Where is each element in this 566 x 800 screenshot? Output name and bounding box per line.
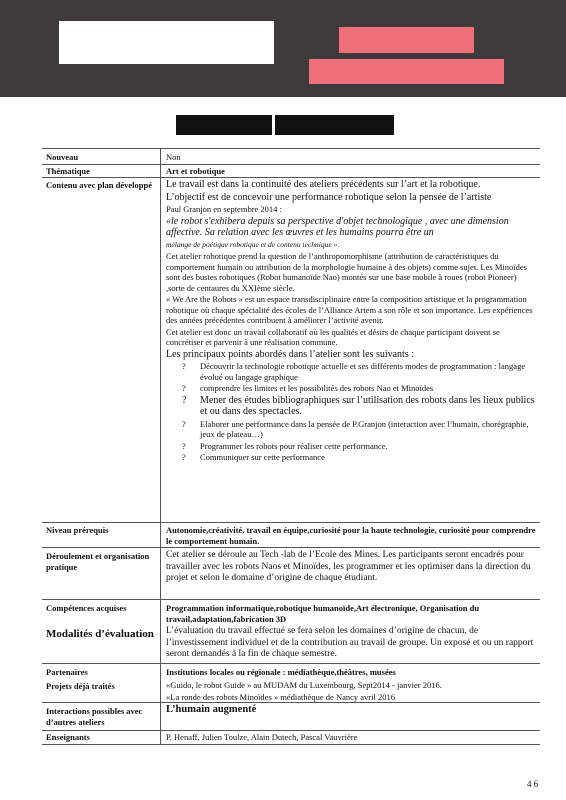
- header-tag-redacted-2: [309, 59, 504, 84]
- contenu-paragraph: Paul Granjon en septembre 2014 :: [166, 204, 282, 214]
- value-partenaires: Institutions locales ou régionale : médiathèque,théâtres, musées: [166, 667, 396, 677]
- header-band: [0, 0, 566, 97]
- list-item-text: Découvrir la technologie robotique actuelle et ses différents modes de programmation : langage évolué ou langage graphique: [200, 361, 526, 382]
- value-deroulement: Cet atelier se déroule au Tech -lab de l’Ecole des Mines. Les participants seront encadrés pour travailler avec les robots Naos et Minoïdes, les programmer et les optimiser dans la direction du projet et selon le domaine d’origine de chaque étudiant.: [166, 550, 531, 583]
- table-bottom-border: [42, 744, 540, 745]
- course-table: [42, 148, 540, 745]
- table-column-divider: [160, 148, 161, 745]
- list-item-text: comprendre les limites et les possibilités des robots Nao et Minoïdes: [200, 383, 434, 393]
- table-top-border: [42, 148, 540, 149]
- contenu-quote-end: mélange de poétique robotique et de contenu technique ».: [166, 239, 340, 249]
- row-divider: [42, 522, 540, 523]
- list-item: [166, 441, 536, 452]
- label-contenu: Contenu avec plan développé: [46, 180, 153, 190]
- projet-line: «La ronde des robots Minoïdes » médiathèque de Nancy avril 2016: [166, 691, 395, 702]
- list-item: [166, 452, 536, 463]
- label-partenaires: Partenaires: [46, 667, 88, 677]
- value-interactions: L’humain augmenté: [166, 704, 257, 715]
- label-interactions: Interactions possibles avec d’autres ateliers: [46, 706, 143, 727]
- value-projets: [166, 680, 536, 703]
- title-redacted-part-2: [275, 115, 394, 135]
- label-thematique: Thématique: [46, 166, 90, 176]
- list-item: [166, 419, 536, 440]
- bullet-glyph: ?: [182, 383, 186, 393]
- page-number: 4 6: [527, 779, 539, 789]
- projet-line: «Guido, le robot Guide » au MUDAM du Luxembourg, Sept2014 - janvier 2016.: [166, 680, 442, 690]
- row-divider: [42, 177, 540, 178]
- contenu-paragraph: Cet atelier robotique prend la question de l’anthropomorphisme (attribution de caractéristiques du comportement humain ou attribution de la morphologie humaine à des objets) comme sujet. Les Minoïdes sont des bustes robotiques (Robot humanoïde Nao) montés sur une base mobile à roues (robot Pioneer) ,sorte de centaures du XXIème siècle.: [166, 251, 527, 293]
- row-divider: [42, 730, 540, 731]
- header-tag-redacted-1: [339, 27, 474, 53]
- row-divider: [42, 599, 540, 600]
- value-modalites: L’évaluation du travail effectué se fera selon les domaines d’origine de chacun, de l’investissement individuel et de la contribution au travail de groupe. Un exposé et ou un rapport seront demandés à la fin de chaque semestre.: [166, 626, 534, 659]
- label-competences: Compétences acquises: [46, 603, 127, 613]
- value-contenu: [166, 179, 536, 464]
- contenu-paragraph: « We Are the Robots » est un espace transdisciplinaire entre la composition artistique et la programmation robotique où chaque spécialité des écoles de l’Alliance Artem a son rôle et son importance. Les expériences des années précédentes contribuent à améliorer l’activité avenir.: [166, 294, 533, 325]
- label-nouveau: Nouveau: [46, 152, 79, 162]
- bullet-glyph: ?: [182, 361, 186, 371]
- list-item-text: Programmer les robots pour réaliser cette performance.: [200, 440, 388, 451]
- logo-placeholder: [59, 21, 274, 64]
- row-divider: [42, 547, 540, 548]
- row-divider: [42, 164, 540, 165]
- contenu-points-list: [166, 361, 536, 463]
- contenu-quote: «le robot s'exhibera depuis sa perspective d'objet technologique , avec une dimension affective. Sa relation avec les œuvres et les humains pourra être un: [166, 215, 509, 238]
- value-nouveau: Non: [166, 152, 181, 162]
- label-projets: Projets déjà traités: [46, 681, 115, 691]
- value-niveau: Autonomie,créativité, travail en équipe,curiosité pour la haute technologie, curiosité pour comprendre le comportement humain.: [166, 525, 536, 546]
- value-enseignants: P. Henaff, Julien Toulze, Alain Dutech, Pascal Vauvrière: [166, 732, 358, 742]
- list-item-text: Communiquer sur cette performance: [200, 452, 325, 462]
- contenu-paragraph: Cet atelier est donc un travail collaboratif où les qualités et désirs de chaque participant doivent se concrétiser et parvenir à une réalisation commune.: [166, 326, 500, 347]
- contenu-paragraph: L’objectif est de concevoir une performance robotique selon la pensée de l’artiste: [166, 191, 492, 203]
- list-item-text: Mener des études bibliographiques sur l’utilisation des robots dans les lieux publics et ou dans des spectacles.: [200, 394, 535, 417]
- contenu-points-intro: Les principaux points abordés dans l’atelier sont les suivants :: [166, 348, 415, 360]
- bullet-glyph: ?: [182, 452, 186, 462]
- list-item: [166, 395, 536, 418]
- row-divider: [42, 663, 540, 664]
- row-divider: [42, 702, 540, 703]
- value-competences: Programmation informatique,robotique humanoïde,Art électronique, Organisation du travail,adaptation,fabrication 3D: [166, 603, 480, 624]
- bullet-glyph: ?: [182, 418, 186, 429]
- list-item: [166, 383, 536, 394]
- bullet-glyph: ?: [182, 394, 187, 406]
- label-deroulement: Déroulement et organisation pratique: [46, 551, 150, 572]
- value-thematique: Art et robotique: [166, 166, 225, 176]
- title-redacted-part-1: [176, 115, 272, 135]
- list-item: [166, 361, 536, 382]
- label-enseignants: Enseignants: [46, 732, 90, 742]
- contenu-paragraph: Le travail est dans la continuité des ateliers précédents sur l’art et la robotique.: [166, 179, 481, 190]
- bullet-glyph: ?: [182, 440, 186, 451]
- label-niveau: Niveau prérequis: [46, 525, 109, 535]
- list-item-text: Elaborer une performance dans la pensée de P.Granjon (interaction avec l’humain, chorégraphie, jeux de plateau…): [200, 418, 529, 439]
- label-modalites: Modalités d’évaluation: [46, 628, 154, 640]
